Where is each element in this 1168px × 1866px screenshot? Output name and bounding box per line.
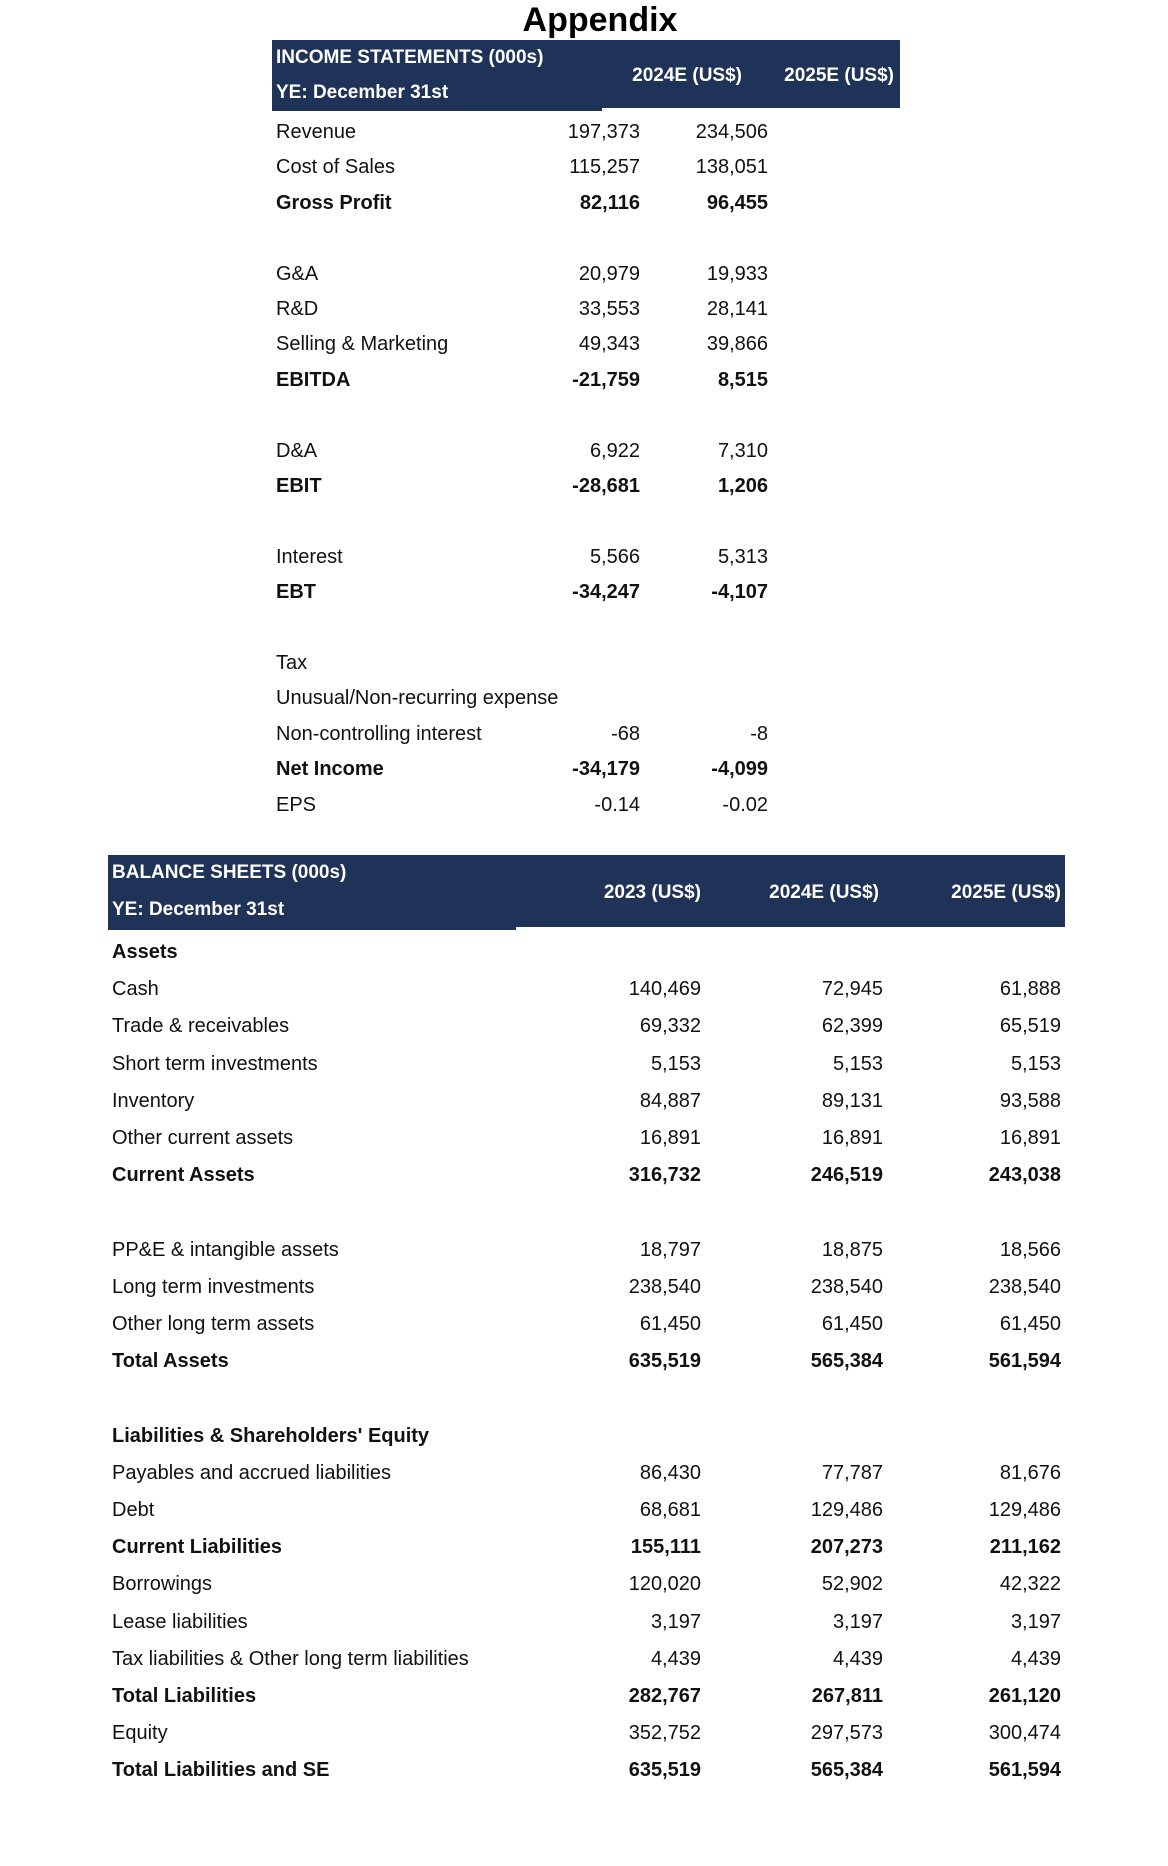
balance-row <box>108 1232 1065 1268</box>
balance-row-label: Current Liabilities <box>112 1536 283 1559</box>
balance-row-value: 61,450 <box>999 1313 1061 1335</box>
balance-row-value: 5,153 <box>832 1052 883 1075</box>
income-row <box>272 610 900 646</box>
balance-row <box>108 1604 1065 1640</box>
income-row-label: EBT <box>276 581 316 604</box>
balance-row-value: 52,902 <box>821 1573 883 1596</box>
balance-row-value: 16,891 <box>821 1127 883 1149</box>
income-row-value: 39,866 <box>706 333 768 356</box>
balance-row-value: 561,594 <box>988 1350 1061 1373</box>
income-statement-header <box>272 40 900 111</box>
income-col-2025e: 2025E (US$) <box>784 65 894 86</box>
balance-row-value: 42,322 <box>999 1573 1061 1596</box>
balance-row-value: 86,430 <box>639 1461 701 1484</box>
balance-row-label: Cash <box>112 978 159 1001</box>
page-title: Appendix <box>522 1 678 39</box>
income-row <box>272 468 900 504</box>
balance-row-value: 4,439 <box>832 1647 883 1670</box>
balance-row-value: 5,153 <box>1010 1052 1061 1075</box>
income-row-label: Cost of Sales <box>276 156 395 179</box>
income-row <box>272 433 900 469</box>
balance-row-value: 635,519 <box>628 1759 701 1782</box>
balance-row-value: 69,332 <box>639 1015 701 1038</box>
balance-row-value: 16,891 <box>999 1127 1061 1149</box>
income-row-value: 7,310 <box>717 439 768 462</box>
balance-row-value: 5,153 <box>650 1052 701 1075</box>
balance-row-value: 72,945 <box>821 978 883 1001</box>
balance-row-value: 300,474 <box>988 1722 1061 1745</box>
income-row-value: 82,116 <box>579 191 640 214</box>
income-row-value: -8 <box>750 722 768 745</box>
balance-row-label: Equity <box>112 1722 168 1745</box>
income-row-label: R&D <box>276 298 319 320</box>
income-header-year-end: YE: December 31st <box>276 82 449 103</box>
balance-row-value: 316,732 <box>628 1164 701 1187</box>
balance-row-label: Total Liabilities and SE <box>112 1759 330 1782</box>
income-row <box>272 256 900 292</box>
balance-row-value: 62,399 <box>821 1015 883 1038</box>
balance-row <box>108 1194 1065 1230</box>
balance-row-value: 18,797 <box>639 1238 701 1261</box>
balance-row <box>108 1678 1065 1714</box>
income-row-value: 5,566 <box>589 545 640 568</box>
income-row <box>272 751 900 787</box>
income-row <box>272 716 900 752</box>
income-row-value: -4,107 <box>711 581 768 604</box>
balance-row <box>108 934 1065 970</box>
income-row-value: 49,343 <box>578 333 640 356</box>
income-header-rule <box>602 108 900 111</box>
balance-row-value: 267,811 <box>811 1685 883 1707</box>
income-row-value: -34,247 <box>572 581 640 604</box>
income-row <box>272 220 900 256</box>
balance-row <box>108 1008 1065 1044</box>
balance-row-value: 352,752 <box>628 1722 701 1745</box>
income-row-value: 33,553 <box>578 298 640 320</box>
balance-row-label: Current Assets <box>112 1164 255 1187</box>
balance-row-value: 18,875 <box>821 1238 883 1261</box>
balance-sheet-header <box>108 855 1065 930</box>
income-row-label: EPS <box>276 793 317 816</box>
income-row-value: 5,313 <box>717 545 768 568</box>
balance-row-value: 565,384 <box>810 1759 883 1782</box>
income-row-label: Interest <box>276 545 343 568</box>
balance-col-2024e: 2024E (US$) <box>769 882 879 903</box>
balance-row-value: 3,197 <box>650 1610 701 1633</box>
income-row <box>272 114 900 150</box>
balance-row <box>108 1455 1065 1491</box>
income-row <box>272 680 900 716</box>
income-row <box>272 149 900 185</box>
income-row <box>272 397 900 433</box>
income-row <box>272 645 900 681</box>
balance-row <box>108 1157 1065 1193</box>
income-row-value: 234,506 <box>695 121 768 143</box>
income-row-value: 197,373 <box>567 121 640 143</box>
balance-row <box>108 971 1065 1007</box>
balance-row <box>108 1492 1065 1528</box>
balance-row-label: Assets <box>112 941 178 963</box>
income-statement-table <box>272 40 902 830</box>
income-row <box>272 574 900 610</box>
balance-row-value: 61,888 <box>999 978 1061 1001</box>
income-row-value: 28,141 <box>706 298 768 320</box>
balance-row-value: 261,120 <box>988 1685 1061 1707</box>
income-row-value: 6,922 <box>589 439 640 462</box>
income-row-label: G&A <box>276 262 319 285</box>
balance-row-label: Total Liabilities <box>112 1685 257 1707</box>
balance-sheet-table <box>108 855 1068 1795</box>
balance-row <box>108 1418 1065 1454</box>
balance-row-value: 16,891 <box>639 1127 701 1149</box>
balance-header-year-end: YE: December 31st <box>112 899 285 920</box>
income-row-value: -28,681 <box>572 475 640 497</box>
balance-row-value: 140,469 <box>628 978 701 1001</box>
balance-row-label: Long term investments <box>112 1275 315 1298</box>
income-row-label: Gross Profit <box>276 191 392 214</box>
balance-row-value: 561,594 <box>988 1759 1061 1782</box>
balance-row-value: 68,681 <box>639 1499 701 1521</box>
balance-row-value: 129,486 <box>810 1499 883 1521</box>
balance-row <box>108 1306 1065 1342</box>
balance-row-label: Lease liabilities <box>112 1610 248 1633</box>
income-row <box>272 539 900 575</box>
balance-row-value: 238,540 <box>810 1275 883 1298</box>
balance-row-value: 18,566 <box>999 1238 1061 1261</box>
balance-row <box>108 1083 1065 1119</box>
balance-row-value: 3,197 <box>1010 1610 1061 1633</box>
income-row-value: 20,979 <box>578 262 640 285</box>
balance-col-2025e: 2025E (US$) <box>951 882 1061 903</box>
balance-row-value: 565,384 <box>810 1350 883 1373</box>
balance-header-rule <box>516 927 1065 930</box>
income-row-label: EBIT <box>276 475 322 497</box>
balance-row <box>108 1566 1065 1602</box>
income-row-value: -34,179 <box>572 758 640 781</box>
balance-row-value: 238,540 <box>628 1275 701 1298</box>
balance-row-label: Other current assets <box>112 1127 294 1149</box>
income-row-value: 1,206 <box>717 475 768 497</box>
balance-row-label: Liabilities & Shareholders' Equity <box>112 1424 430 1447</box>
balance-row-label: Tax liabilities & Other long term liabilities <box>112 1647 469 1670</box>
balance-row-label: Other long term assets <box>112 1313 315 1335</box>
balance-row-label: Debt <box>112 1499 155 1521</box>
balance-row <box>108 1046 1065 1082</box>
income-row <box>272 787 900 823</box>
balance-row-value: 155,111 <box>630 1536 701 1559</box>
balance-row <box>108 1752 1065 1788</box>
balance-row <box>108 1120 1065 1156</box>
income-header-title: INCOME STATEMENTS (000s) <box>276 47 544 68</box>
balance-row-label: Borrowings <box>112 1573 213 1596</box>
balance-col-2023: 2023 (US$) <box>603 882 701 903</box>
balance-row <box>108 1641 1065 1677</box>
balance-header-title: BALANCE SHEETS (000s) <box>112 862 347 883</box>
income-row-label: Net Income <box>276 758 384 781</box>
income-row-label: Unusual/Non-recurring expense <box>276 687 559 710</box>
balance-row <box>108 1380 1065 1416</box>
balance-row-label: Payables and accrued liabilities <box>112 1461 392 1484</box>
balance-row-value: 129,486 <box>988 1499 1061 1521</box>
balance-row-value: 238,540 <box>988 1275 1061 1298</box>
income-row-label: Non-controlling interest <box>276 722 482 745</box>
income-row-value: -0.14 <box>594 793 640 816</box>
income-row-value: -68 <box>611 722 640 745</box>
balance-row-label: Total Assets <box>112 1350 229 1373</box>
income-row-label: Revenue <box>276 121 357 143</box>
income-row-value: 138,051 <box>695 156 768 179</box>
balance-row-value: 61,450 <box>821 1313 883 1335</box>
income-row-label: EBITDA <box>276 368 351 391</box>
balance-row-value: 81,676 <box>999 1461 1061 1484</box>
income-col-2024e: 2024E (US$) <box>632 65 742 86</box>
income-row <box>272 503 900 539</box>
income-row-value: 19,933 <box>706 262 768 285</box>
balance-row-value: 120,020 <box>628 1573 701 1596</box>
balance-row-value: 207,273 <box>810 1536 883 1559</box>
income-row <box>272 185 900 221</box>
income-row-value: -21,759 <box>572 368 640 391</box>
balance-row-value: 4,439 <box>1010 1647 1061 1670</box>
balance-row-value: 89,131 <box>821 1089 883 1112</box>
income-row-value: 115,257 <box>569 156 640 179</box>
balance-row-value: 84,887 <box>639 1089 701 1112</box>
income-row-label: Tax <box>276 652 308 674</box>
income-row-value: 96,455 <box>706 191 768 214</box>
balance-row <box>108 1529 1065 1565</box>
balance-row <box>108 1715 1065 1751</box>
balance-row-value: 211,162 <box>989 1536 1061 1559</box>
income-row-value: -0.02 <box>722 793 768 816</box>
income-row-label: Selling & Marketing <box>276 333 449 356</box>
balance-row-value: 65,519 <box>999 1015 1061 1038</box>
balance-row-value: 282,767 <box>628 1685 701 1707</box>
balance-row-label: Short term investments <box>112 1052 318 1075</box>
balance-row-label: Inventory <box>112 1089 195 1112</box>
income-row-value: -4,099 <box>711 758 768 781</box>
balance-row-value: 93,588 <box>999 1089 1061 1112</box>
income-row <box>272 291 900 327</box>
balance-row-value: 243,038 <box>988 1164 1061 1187</box>
balance-row-value: 635,519 <box>628 1350 701 1373</box>
balance-row-value: 3,197 <box>832 1610 883 1633</box>
balance-row-label: Trade & receivables <box>112 1015 290 1038</box>
income-row-value: 8,515 <box>717 368 768 391</box>
balance-row-value: 4,439 <box>650 1647 701 1670</box>
balance-row-value: 246,519 <box>810 1164 883 1187</box>
balance-row-label: PP&E & intangible assets <box>112 1238 339 1261</box>
balance-row-value: 61,450 <box>639 1313 701 1335</box>
balance-row <box>108 1343 1065 1379</box>
balance-row <box>108 1269 1065 1305</box>
income-row <box>272 326 900 362</box>
balance-row-value: 297,573 <box>810 1722 883 1745</box>
income-row-label: D&A <box>276 439 318 462</box>
income-row <box>272 362 900 398</box>
balance-row-value: 77,787 <box>821 1461 883 1484</box>
